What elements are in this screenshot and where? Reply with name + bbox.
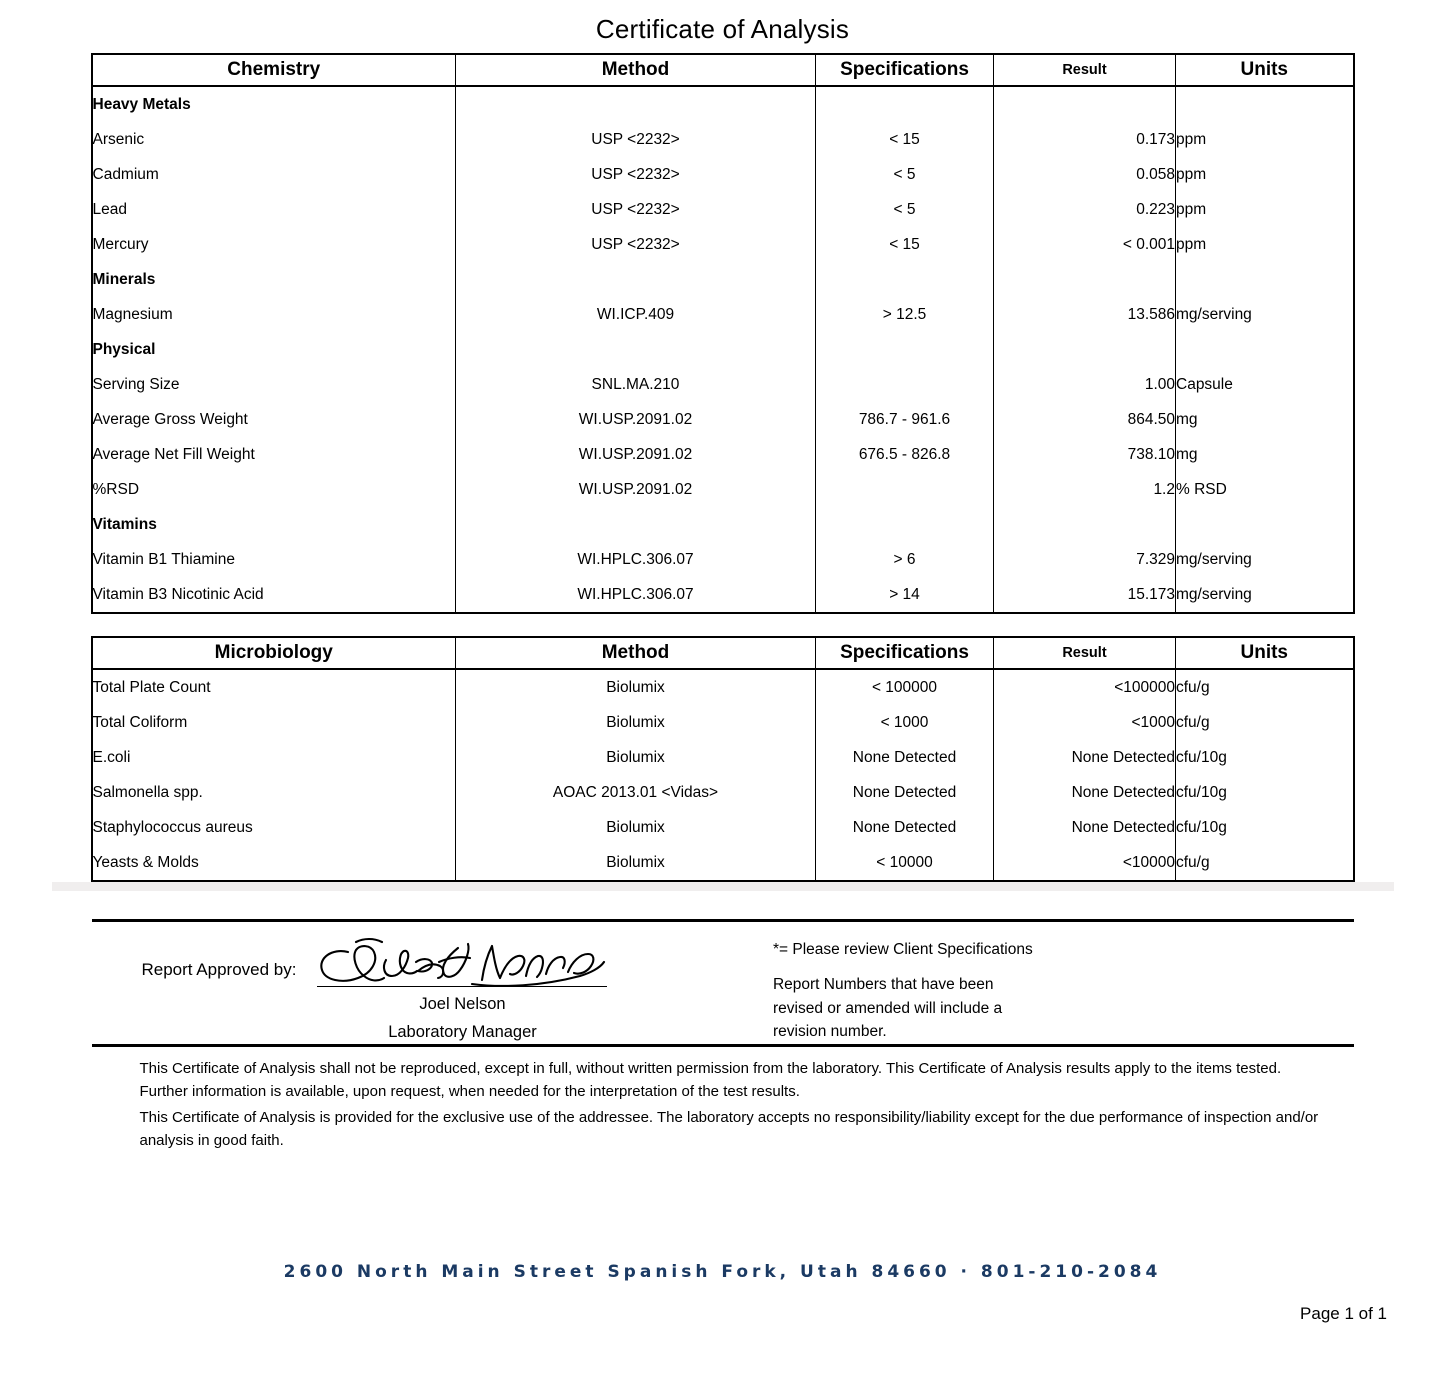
row-analyte: Average Gross Weight: [92, 402, 456, 437]
table-row: [92, 192, 1354, 227]
row-method: Biolumix: [456, 705, 816, 740]
row-result: 0.058: [994, 157, 1176, 192]
row-specification: > 6: [816, 542, 994, 577]
row-result: <1000: [994, 705, 1176, 740]
row-method: WI.USP.2091.02: [456, 472, 816, 507]
row-method: Biolumix: [456, 845, 816, 881]
row-specification: None Detected: [816, 775, 994, 810]
signature-icon: [312, 936, 612, 992]
row-units: mg/serving: [1176, 577, 1354, 613]
microbiology-body: [92, 669, 1354, 881]
revision-note-line3: revision number.: [772, 1022, 887, 1040]
row-units: ppm: [1176, 122, 1354, 157]
row-analyte: Cadmium: [92, 157, 456, 192]
row-analyte: Staphylococcus aureus: [92, 810, 456, 845]
table-row: [92, 262, 1354, 297]
row-group-label: Heavy Metals: [92, 86, 456, 122]
row-units: cfu/10g: [1176, 775, 1354, 810]
approver-name: Joel Nelson: [419, 995, 506, 1013]
row-method: Biolumix: [456, 740, 816, 775]
table-row: [92, 845, 1354, 881]
legal-paragraph-2: This Certificate of Analysis is provided for the exclusive use of the addressee. The laboratory accepts no responsibility/liability except for the due performance of inspection and/or analysis in good faith.: [139, 1109, 1319, 1150]
row-specification: 676.5 - 826.8: [816, 437, 994, 472]
approval-block: [92, 919, 1354, 1044]
row-specification: None Detected: [816, 810, 994, 845]
row-method: WI.ICP.409: [456, 297, 816, 332]
row-units: mg/serving: [1176, 542, 1354, 577]
chemistry-header-specifications: Specifications: [816, 54, 994, 86]
row-units: cfu/g: [1176, 845, 1354, 881]
table-row: [92, 367, 1354, 402]
row-method: [456, 86, 816, 122]
table-row: [92, 332, 1354, 367]
legal-disclaimer: [92, 1044, 1354, 1153]
chemistry-body: [92, 86, 1354, 613]
row-specification: [816, 507, 994, 542]
chemistry-header-method: Method: [456, 54, 816, 86]
row-analyte: Vitamin B3 Nicotinic Acid: [92, 577, 456, 613]
row-result: <10000: [994, 845, 1176, 881]
row-method: [456, 332, 816, 367]
table-row: [92, 472, 1354, 507]
row-result: [994, 86, 1176, 122]
row-analyte: E.coli: [92, 740, 456, 775]
row-units: cfu/g: [1176, 705, 1354, 740]
row-result: <100000: [994, 669, 1176, 705]
chemistry-header-result: Result: [994, 54, 1176, 86]
row-units: cfu/10g: [1176, 810, 1354, 845]
row-units: [1176, 507, 1354, 542]
approval-left: [92, 936, 773, 1044]
client-spec-note: *= Please review Client Specifications: [772, 941, 1033, 958]
row-analyte: %RSD: [92, 472, 456, 507]
row-result: [994, 507, 1176, 542]
row-method: Biolumix: [456, 810, 816, 845]
row-specification: [816, 367, 994, 402]
table-row: [92, 402, 1354, 437]
page-title: Certificate of Analysis: [595, 14, 850, 44]
table-row: [92, 437, 1354, 472]
row-specification: [816, 472, 994, 507]
row-units: [1176, 262, 1354, 297]
row-units: cfu/g: [1176, 669, 1354, 705]
table-row: [92, 775, 1354, 810]
row-analyte: Magnesium: [92, 297, 456, 332]
table-row: [92, 86, 1354, 122]
row-analyte: Lead: [92, 192, 456, 227]
row-result: 864.50: [994, 402, 1176, 437]
microbiology-table: [91, 636, 1355, 882]
row-specification: < 5: [816, 192, 994, 227]
signature-line: [317, 986, 607, 987]
page-number: Page 1 of 1: [1300, 1304, 1387, 1323]
coa-page: [0, 14, 1445, 1382]
row-units: ppm: [1176, 227, 1354, 262]
row-analyte: Salmonella spp.: [92, 775, 456, 810]
row-result: None Detected: [994, 775, 1176, 810]
footer-address: 2600 North Main Street Spanish Fork, Utah 84660 · 801-210-2084: [283, 1262, 1162, 1282]
row-units: ppm: [1176, 192, 1354, 227]
row-units: cfu/10g: [1176, 740, 1354, 775]
approval-label: Report Approved by:: [141, 960, 297, 979]
row-group-label: Physical: [92, 332, 456, 367]
row-analyte: Total Plate Count: [92, 669, 456, 705]
row-analyte: Average Net Fill Weight: [92, 437, 456, 472]
row-group-label: Vitamins: [92, 507, 456, 542]
section-divider: [52, 882, 1394, 891]
microbiology-header-units: Units: [1176, 637, 1354, 669]
microbiology-header-specifications: Specifications: [816, 637, 994, 669]
microbiology-header-analyte: Microbiology: [92, 637, 456, 669]
row-analyte: Vitamin B1 Thiamine: [92, 542, 456, 577]
chemistry-header-units: Units: [1176, 54, 1354, 86]
signature-block: [312, 936, 612, 1044]
row-units: Capsule: [1176, 367, 1354, 402]
row-method: SNL.MA.210: [456, 367, 816, 402]
row-method: WI.HPLC.306.07: [456, 542, 816, 577]
row-units: mg: [1176, 437, 1354, 472]
table-row: [92, 507, 1354, 542]
row-specification: [816, 332, 994, 367]
table-row: [92, 122, 1354, 157]
row-specification: < 15: [816, 122, 994, 157]
row-result: 1.00: [994, 367, 1176, 402]
row-result: 7.329: [994, 542, 1176, 577]
row-specification: [816, 86, 994, 122]
row-specification: None Detected: [816, 740, 994, 775]
row-result: < 0.001: [994, 227, 1176, 262]
table-row: [92, 577, 1354, 613]
row-units: [1176, 332, 1354, 367]
table-row: [92, 669, 1354, 705]
row-method: USP <2232>: [456, 227, 816, 262]
revision-note-line2: revised or amended will include a: [772, 999, 1003, 1017]
row-analyte: Mercury: [92, 227, 456, 262]
table-row: [92, 740, 1354, 775]
row-method: WI.USP.2091.02: [456, 437, 816, 472]
row-method: WI.USP.2091.02: [456, 402, 816, 437]
row-method: USP <2232>: [456, 192, 816, 227]
chemistry-header-row: [92, 54, 1354, 86]
row-specification: [816, 262, 994, 297]
row-specification: > 12.5: [816, 297, 994, 332]
row-method: USP <2232>: [456, 157, 816, 192]
row-method: USP <2232>: [456, 122, 816, 157]
row-specification: < 10000: [816, 845, 994, 881]
row-group-label: Minerals: [92, 262, 456, 297]
approval-notes: [773, 936, 1354, 1044]
chemistry-table: [91, 53, 1355, 614]
row-result: 13.586: [994, 297, 1176, 332]
row-result: [994, 262, 1176, 297]
microbiology-header-method: Method: [456, 637, 816, 669]
chemistry-header-analyte: Chemistry: [92, 54, 456, 86]
row-method: [456, 262, 816, 297]
legal-paragraph-1: This Certificate of Analysis shall not be reproduced, except in full, without written permission from the laboratory. This Certificate of Analysis results apply to the items tested. Further information is available, upon request, when needed for the interpretation of the test results.: [139, 1059, 1282, 1100]
approver-title: Laboratory Manager: [388, 1023, 537, 1042]
row-specification: < 100000: [816, 669, 994, 705]
row-result: 0.173: [994, 122, 1176, 157]
row-specification: < 5: [816, 157, 994, 192]
table-row: [92, 297, 1354, 332]
row-units: mg/serving: [1176, 297, 1354, 332]
row-result: 15.173: [994, 577, 1176, 613]
row-method: WI.HPLC.306.07: [456, 577, 816, 613]
row-result: None Detected: [994, 810, 1176, 845]
row-method: Biolumix: [456, 669, 816, 705]
row-analyte: Serving Size: [92, 367, 456, 402]
table-row: [92, 227, 1354, 262]
row-result: None Detected: [994, 740, 1176, 775]
row-specification: < 1000: [816, 705, 994, 740]
row-analyte: Arsenic: [92, 122, 456, 157]
row-result: 738.10: [994, 437, 1176, 472]
table-row: [92, 157, 1354, 192]
row-result: 1.2: [994, 472, 1176, 507]
row-units: mg: [1176, 402, 1354, 437]
table-row: [92, 705, 1354, 740]
row-method: AOAC 2013.01 <Vidas>: [456, 775, 816, 810]
row-units: ppm: [1176, 157, 1354, 192]
table-row: [92, 542, 1354, 577]
revision-note-line1: Report Numbers that have been: [772, 976, 994, 994]
row-units: [1176, 86, 1354, 122]
row-method: [456, 507, 816, 542]
microbiology-header-row: [92, 637, 1354, 669]
table-row: [92, 810, 1354, 845]
row-units: % RSD: [1176, 472, 1354, 507]
row-result: [994, 332, 1176, 367]
row-specification: 786.7 - 961.6: [816, 402, 994, 437]
row-specification: > 14: [816, 577, 994, 613]
row-analyte: Total Coliform: [92, 705, 456, 740]
microbiology-header-result: Result: [994, 637, 1176, 669]
row-specification: < 15: [816, 227, 994, 262]
row-result: 0.223: [994, 192, 1176, 227]
row-analyte: Yeasts & Molds: [92, 845, 456, 881]
